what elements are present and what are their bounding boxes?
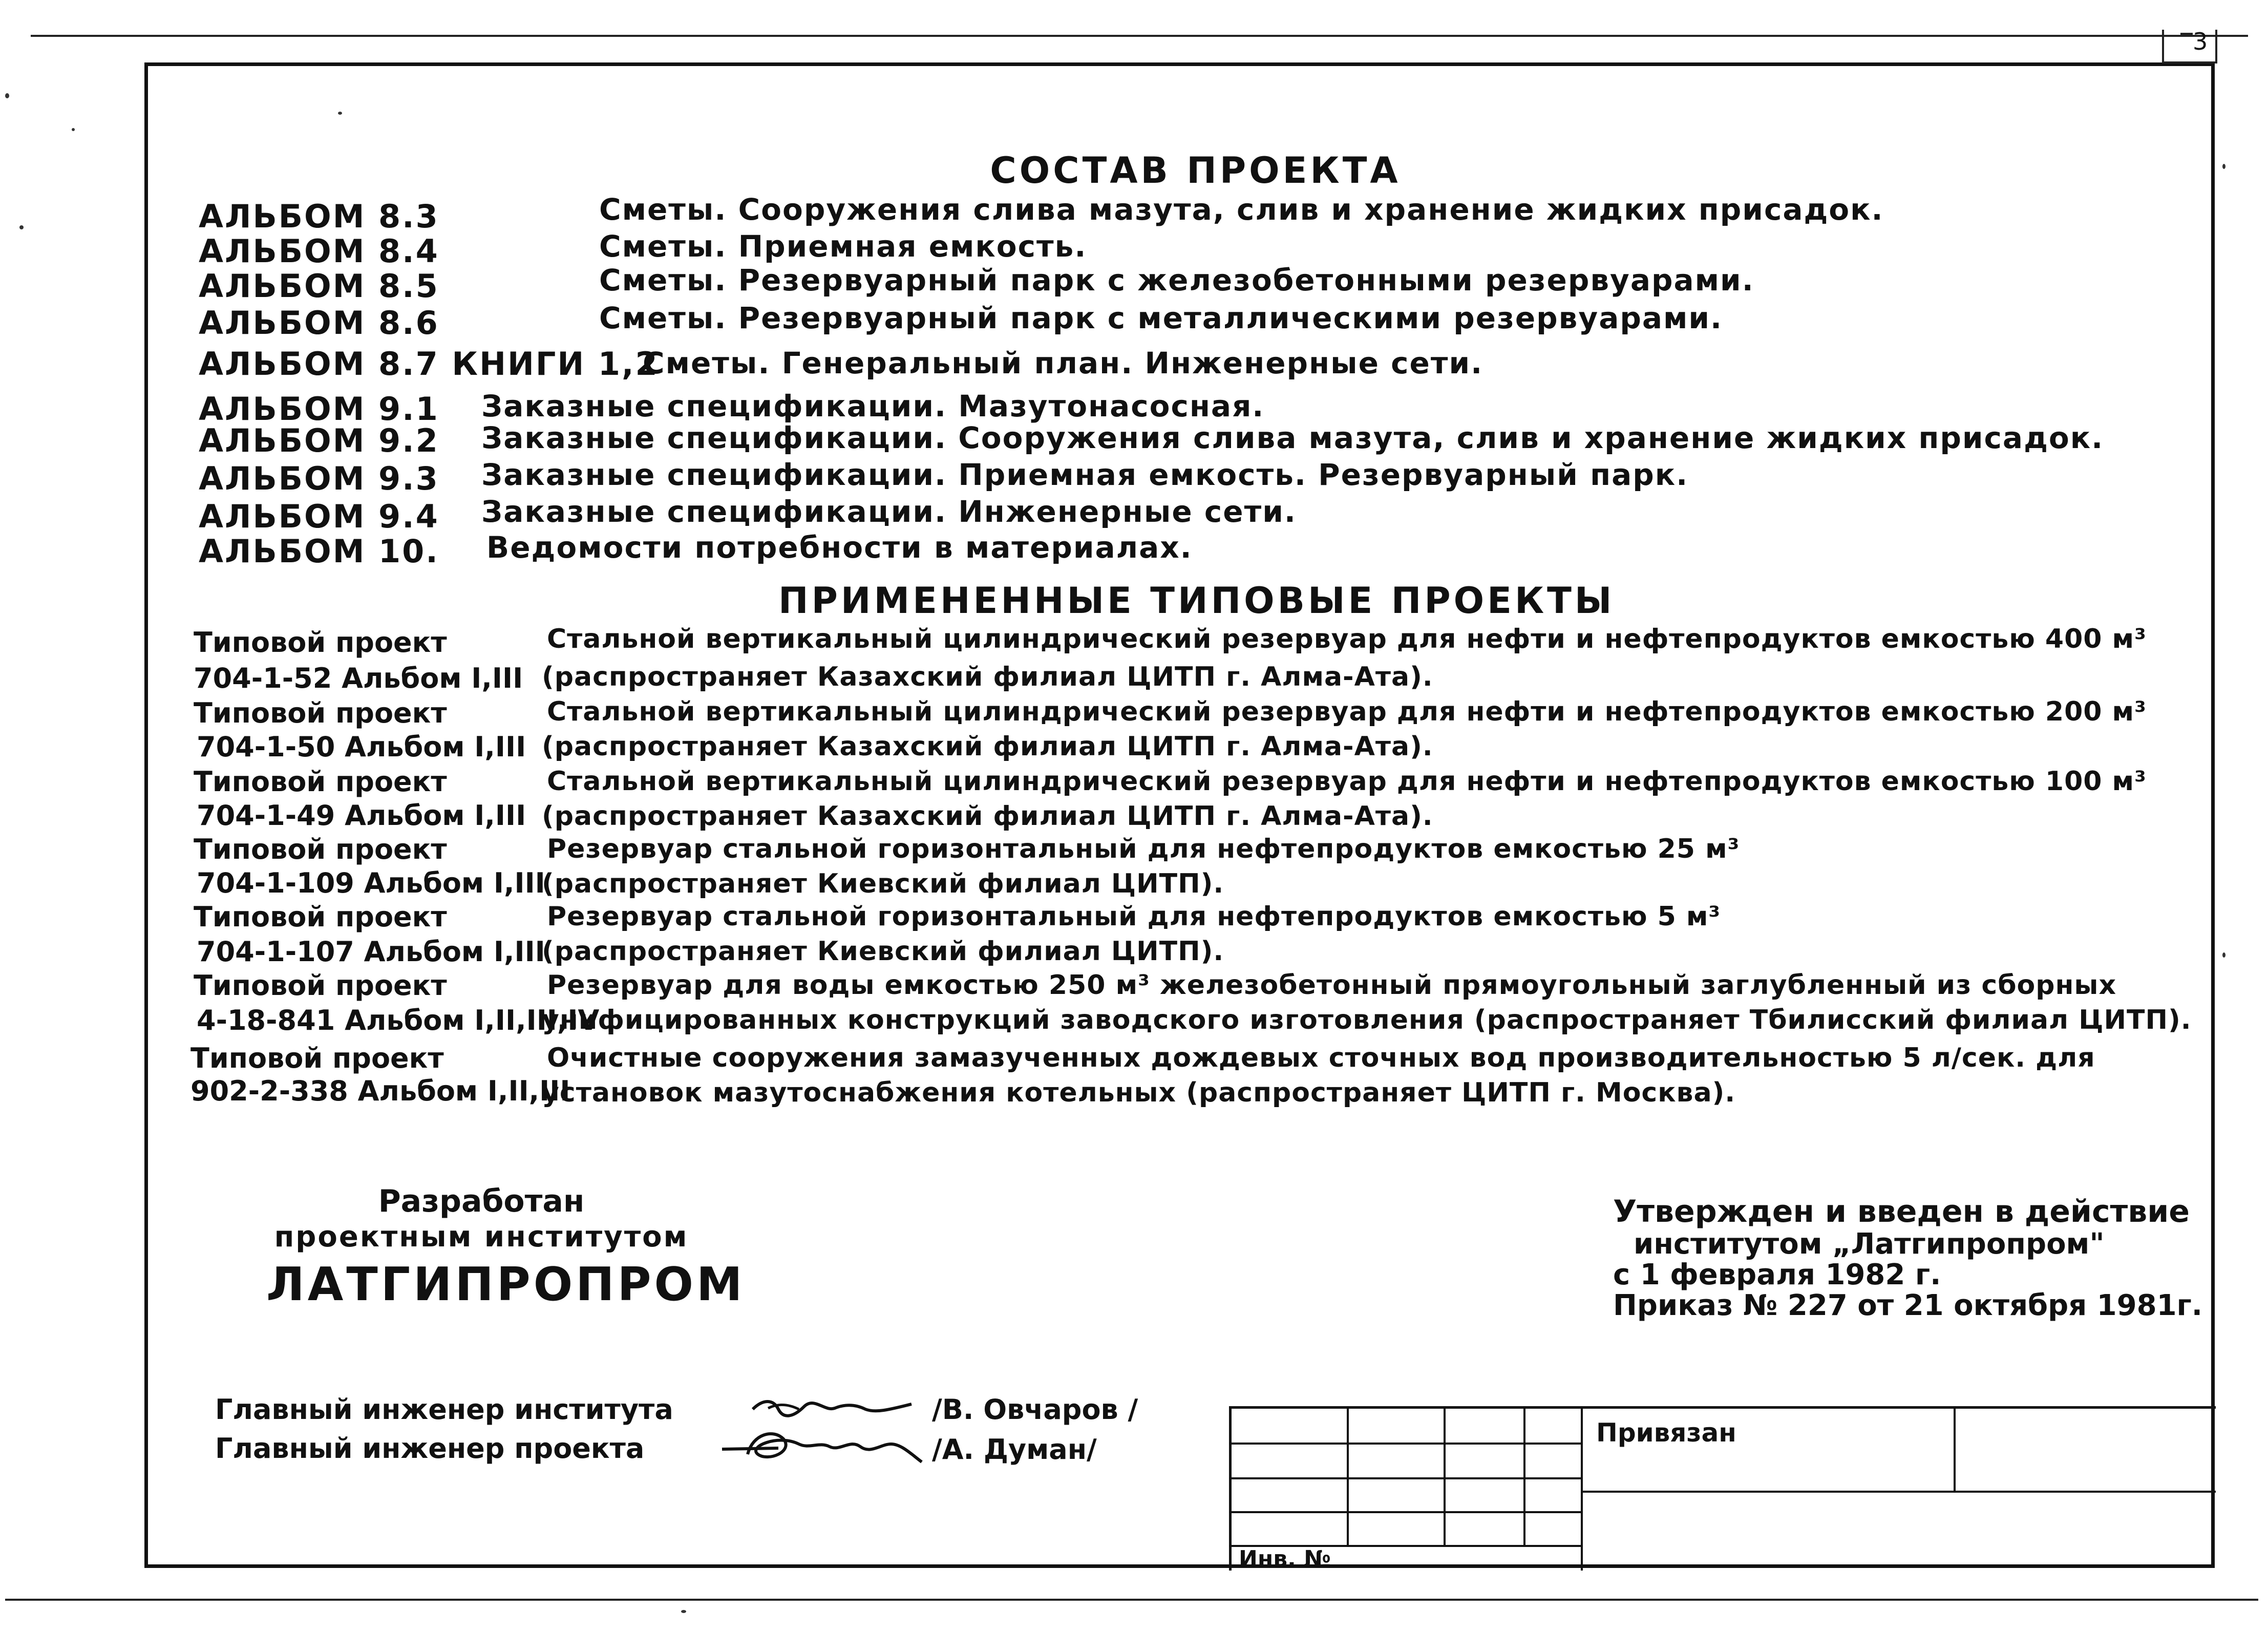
typical-project-distributor: установок мазутоснабжения котельных (распространяет ЦИТП г. Москва).	[542, 1077, 1736, 1108]
section-title-typical-projects: ПРИМЕНЕННЫЕ ТИПОВЫЕ ПРОЕКТЫ	[778, 580, 1615, 622]
stamp-grid-line	[1581, 1409, 1583, 1571]
typical-project-label: Типовой проект	[194, 766, 447, 798]
approval-line: Утвержден и введен в действие	[1613, 1194, 2190, 1229]
scan-speck	[338, 112, 342, 115]
signatory-role: Главный инженер проекта	[215, 1432, 645, 1465]
title-block-stamp	[1229, 1406, 2216, 1571]
typical-project-code: 704-1-109 Альбом I,III	[197, 867, 545, 899]
album-code: АЛЬБОМ 8.4	[199, 232, 439, 270]
typical-project-distributor: (распространяет Казахский филиал ЦИТП г. Алма-Ата).	[542, 731, 1433, 762]
typical-project-code: 704-1-107 Альбом I,III	[197, 936, 545, 968]
typical-project-description: Резервуар стальной горизонтальный для нефтепродуктов емкостью 25 м³	[547, 834, 1740, 864]
stamp-inventory-label: Инв. №	[1239, 1546, 1331, 1572]
album-code: АЛЬБОМ 8.3	[199, 198, 439, 235]
album-description: Сметы. Приемная емкость.	[599, 229, 1087, 264]
stamp-grid-line	[1232, 1511, 1581, 1513]
album-code: АЛЬБОМ 9.2	[199, 422, 439, 459]
album-description: Сметы. Сооружения слива мазута, слив и хранение жидких присадок.	[599, 192, 1884, 227]
typical-project-code: 902-2-338 Альбом I,II,III	[190, 1075, 570, 1107]
typical-project-label: Типовой проект	[190, 1042, 444, 1074]
stamp-attached-label: Привязан	[1596, 1418, 1736, 1448]
signatory-name: /А. Думан/	[932, 1433, 1097, 1466]
album-code: АЛЬБОМ 8.6	[199, 304, 439, 342]
signature-image	[717, 1418, 932, 1475]
stamp-grid-line	[1581, 1491, 2216, 1493]
approval-order: Приказ № 227 от 21 октября 1981г.	[1613, 1289, 2203, 1322]
album-description: Заказные спецификации. Мазутонасосная.	[481, 389, 1265, 423]
album-description: Заказные спецификации. Приемная емкость. Резервуарный парк.	[481, 457, 1689, 492]
typical-project-distributor: (распространяет Казахский филиал ЦИТП г. Алма-Ата).	[542, 662, 1433, 692]
scan-speck	[72, 128, 75, 131]
album-code: АЛЬБОМ 9.3	[199, 460, 439, 497]
typical-project-label: Типовой проект	[194, 969, 447, 1002]
typical-project-description: Стальной вертикальный цилиндрический резервуар для нефти и нефтепродуктов емкостью 200 м³	[547, 696, 2147, 727]
typical-project-description: Резервуар стальной горизонтальный для нефтепродуктов емкостью 5 м³	[547, 901, 1721, 932]
scan-speck	[681, 1610, 686, 1613]
typical-project-distributor: (распространяет Казахский филиал ЦИТП г. Алма-Ата).	[542, 801, 1433, 832]
scan-speck	[2222, 164, 2225, 169]
album-description: Сметы. Резервуарный парк с железобетонными резервуарами.	[599, 263, 1754, 298]
album-description: Ведомости потребности в материалах.	[486, 530, 1193, 565]
stamp-grid-line	[1954, 1409, 1956, 1491]
typical-project-label: Типовой проект	[194, 833, 447, 865]
signatory-role: Главный инженер института	[215, 1393, 673, 1426]
typical-project-description: Стальной вертикальный цилиндрический резервуар для нефти и нефтепродуктов емкостью 400 м³	[547, 624, 2147, 654]
page-number: 3	[2193, 28, 2208, 55]
album-description: Заказные спецификации. Сооружения слива мазута, слив и хранение жидких присадок.	[481, 420, 2104, 455]
scan-speck	[2222, 952, 2225, 958]
developer-heading: Разработан	[378, 1183, 585, 1219]
typical-project-distributor: (распространяет Киевский филиал ЦИТП).	[542, 936, 1224, 967]
album-description: Сметы. Резервуарный парк с металлическими резервуарами.	[599, 301, 1723, 335]
stamp-grid-line	[1232, 1477, 1581, 1479]
typical-project-distributor: (распространяет Киевский филиал ЦИТП).	[542, 868, 1224, 899]
page-number-dash	[2180, 33, 2193, 35]
typical-project-description: Стальной вертикальный цилиндрический резервуар для нефти и нефтепродуктов емкостью 100 м³	[547, 766, 2147, 797]
typical-project-label: Типовой проект	[194, 626, 447, 659]
approval-institute: институтом „Латгипропром"	[1634, 1227, 2105, 1261]
scan-speck	[19, 225, 24, 229]
typical-project-label: Типовой проект	[194, 697, 447, 729]
typical-project-code: 4-18-841 Альбом I,II,III,IV	[197, 1004, 600, 1036]
typical-project-code: 704-1-50 Альбом I,III	[197, 731, 526, 763]
signatory-name: /В. Овчаров /	[932, 1393, 1138, 1426]
typical-project-code: 704-1-52 Альбом I,III	[194, 662, 523, 694]
album-code: АЛЬБОМ 8.7 КНИГИ 1,2	[199, 345, 659, 383]
typical-project-description: Очистные сооружения замазученных дождевых сточных вод производительностью 5 л/сек. для	[547, 1043, 2095, 1073]
album-code: АЛЬБОМ 10.	[199, 533, 439, 570]
outer-trim-line-bottom	[5, 1599, 2258, 1601]
section-title-project-composition: СОСТАВ ПРОЕКТА	[990, 150, 1401, 192]
typical-project-code: 704-1-49 Альбом I,III	[197, 799, 526, 832]
typical-project-distributor: унифицированных конструкций заводского изготовления (распространяет Тбилисский филиал ЦИТП).	[542, 1005, 2192, 1035]
developer-block	[266, 1183, 746, 1312]
developer-institute-name: ЛАТГИПРОПРОМ	[266, 1258, 746, 1312]
album-description: Сметы. Генеральный план. Инженерные сети.	[643, 346, 1483, 380]
album-code: АЛЬБОМ 9.4	[199, 498, 439, 535]
scan-speck	[5, 93, 9, 98]
album-code: АЛЬБОМ 9.1	[199, 390, 439, 428]
approval-date: с 1 февраля 1982 г.	[1613, 1258, 1941, 1291]
album-description: Заказные спецификации. Инженерные сети.	[481, 494, 1297, 529]
typical-project-description: Резервуар для воды емкостью 250 м³ железобетонный прямоугольный заглубленный из сборных	[547, 970, 2116, 1001]
outer-trim-line-top	[31, 35, 2248, 37]
stamp-grid-line	[1232, 1443, 1581, 1445]
developer-subheading: проектным институтом	[274, 1220, 689, 1254]
album-code: АЛЬБОМ 8.5	[199, 267, 439, 305]
typical-project-label: Типовой проект	[194, 901, 447, 933]
